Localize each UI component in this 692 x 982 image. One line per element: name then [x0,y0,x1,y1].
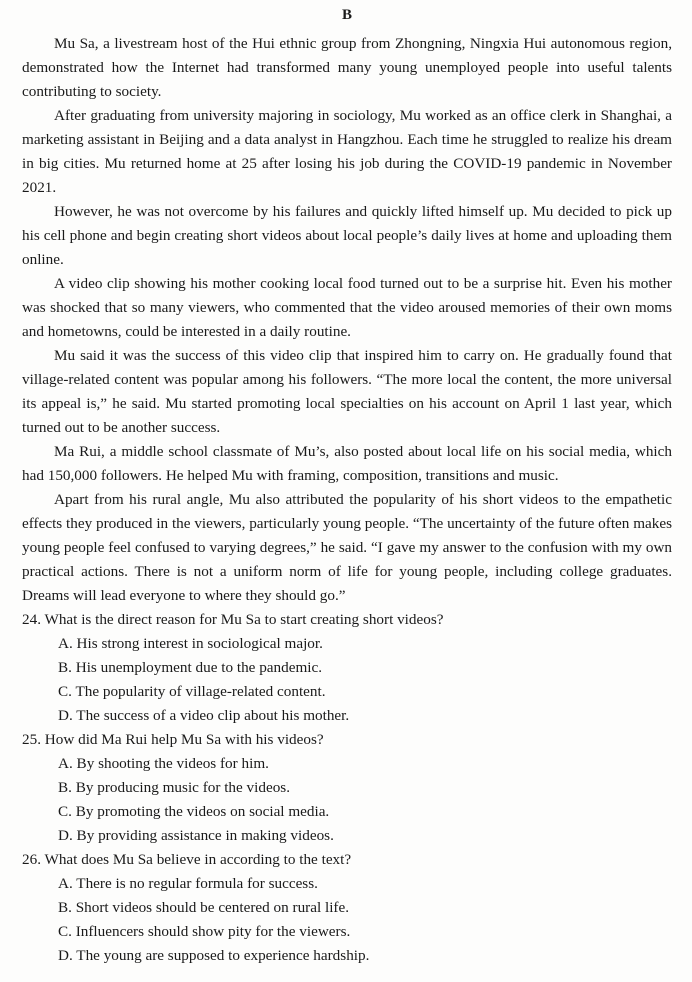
option-d: D. By providing assistance in making videos. [58,827,334,844]
option-a: A. His strong interest in sociological major. [58,635,323,652]
exam-page [22,0,672,968]
passage-paragraph: Apart from his rural angle, Mu also attributed the popularity of his short videos to the empathetic effects they produced in the viewers, particularly young people. “The uncertainty of the future often makes young people feel confused to varying degrees,” he said. “I gave my answer to the confusion with my own practical actions. There is not a uniform norm of life for young people, including college graduates. Dreams will lead everyone to where they should go.” [22,491,672,604]
passage-paragraph: After graduating from university majoring in sociology, Mu worked as an office clerk in Shanghai, a marketing assistant in Beijing and a data analyst in Hangzhou. Each time he struggled to realize his dream in big cities. Mu returned home at 25 after losing his job during the COVID-19 pandemic in November 2021. [22,107,672,196]
option-c: C. Influencers should show pity for the viewers. [58,923,351,940]
question-26 [22,848,672,968]
option-a: A. By shooting the videos for him. [58,755,269,772]
question-25 [22,728,672,848]
option-d: D. The young are supposed to experience hardship. [58,947,370,964]
option-a: A. There is no regular formula for success. [58,875,318,892]
option-d: D. The success of a video clip about his mother. [58,707,350,724]
question-stem: 25. How did Ma Rui help Mu Sa with his videos? [22,731,324,748]
question-stem: 24. What is the direct reason for Mu Sa to start creating short videos? [22,611,444,628]
option-c: C. By promoting the videos on social media. [58,803,330,820]
passage-paragraph: Mu Sa, a livestream host of the Hui ethnic group from Zhongning, Ningxia Hui autonomous region, demonstrated how the Internet had transformed many young unemployed people into useful talents contributing to society. [22,35,672,100]
option-b: B. His unemployment due to the pandemic. [58,659,323,676]
option-b: B. Short videos should be centered on rural life. [58,899,350,916]
question-stem: 26. What does Mu Sa believe in according to the text? [22,851,352,868]
passage-paragraph: Ma Rui, a middle school classmate of Mu’s, also posted about local life on his social media, which had 150,000 followers. He helped Mu with framing, composition, transitions and music. [22,443,672,484]
option-c: C. The popularity of village-related content. [58,683,326,700]
question-24 [22,608,672,728]
reading-passage [22,32,672,608]
section-letter: B [341,7,352,23]
passage-paragraph: A video clip showing his mother cooking local food turned out to be a surprise hit. Even his mother was shocked that so many viewers, who commented that the video aroused memories of their own moms and hometowns, could be interested in a daily routine. [22,275,672,340]
passage-paragraph: Mu said it was the success of this video clip that inspired him to carry on. He gradually found that village-related content was popular among his followers. “The more local the content, the more universal its appeal is,” he said. Mu started promoting local specialties on his account on April 1 last year, which turned out to be another success. [22,347,672,436]
option-b: B. By producing music for the videos. [58,779,291,796]
passage-paragraph: However, he was not overcome by his failures and quickly lifted himself up. Mu decided to pick up his cell phone and begin creating short videos about local people’s daily lives at home and uploading them online. [22,203,672,268]
